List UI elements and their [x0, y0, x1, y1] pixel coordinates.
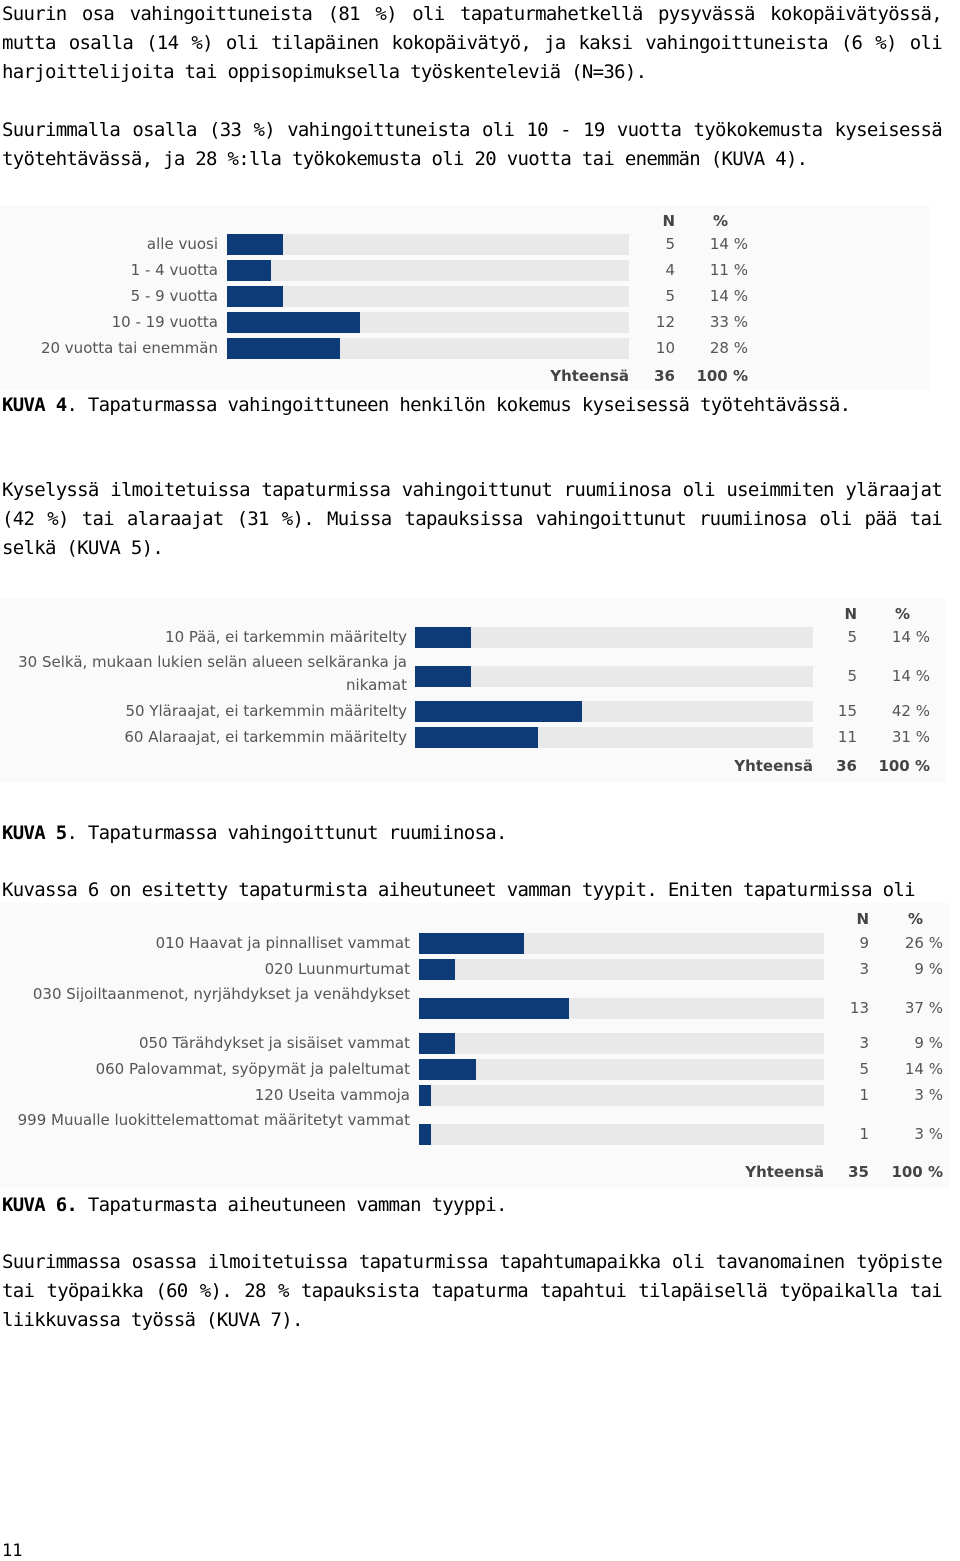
chart-kuva-4 — [0, 205, 930, 390]
column-header-n: N — [844, 605, 857, 623]
bar — [227, 286, 283, 307]
category-label: 050 Tärähdykset ja sisäiset vammat — [139, 1034, 410, 1052]
bar-track — [415, 627, 813, 648]
paragraph-experience: Suurimmalla osalla (33 %) vahingoittuneista oli 10 - 19 vuotta työkokemusta kyseisessä työtehtävässä, ja 28 %:lla työkokemusta oli 20 vuotta tai enemmän (KUVA 4). — [2, 119, 942, 170]
value-n: 5 — [847, 667, 857, 685]
category-label: 60 Alaraajat, ei tarkemmin määritelty — [124, 728, 407, 746]
value-pct: 14 % — [709, 235, 748, 253]
bar-track — [227, 260, 629, 281]
bar-track — [419, 1059, 824, 1080]
bar — [415, 627, 471, 648]
paragraph-employment: Suurin osa vahingoittuneista (81 %) oli tapaturmahetkellä pysyvässä kokopäivätyössä, mutta osalla (14 %) oli tilapäinen kokopäivätyö, ja kaksi vahingoittuneista (6 %) oli harjoittelijoita tai oppisopimuksella työskenteleviä (N=36). — [2, 3, 942, 83]
value-pct: 3 % — [914, 1125, 943, 1143]
value-pct: 3 % — [914, 1086, 943, 1104]
value-pct: 42 % — [891, 702, 930, 720]
bar — [419, 998, 569, 1019]
total-pct: 100 % — [891, 1163, 943, 1181]
page-number: 11 — [2, 1541, 23, 1561]
bar — [419, 959, 455, 980]
total-pct: 100 % — [696, 367, 748, 385]
bar — [415, 701, 582, 722]
total-n: 35 — [848, 1163, 869, 1181]
value-n: 10 — [655, 339, 675, 357]
caption-kuva-5 — [2, 819, 942, 848]
bar-track — [419, 933, 824, 954]
value-n: 4 — [665, 261, 675, 279]
value-n: 13 — [849, 999, 869, 1017]
bar-track — [415, 701, 813, 722]
paragraph-injury-types: Kuvassa 6 on esitetty tapaturmista aiheutuneet vamman tyypit. Eniten tapaturmissa oli — [2, 879, 915, 901]
value-n: 3 — [859, 960, 869, 978]
value-pct: 28 % — [709, 339, 748, 357]
column-header-n: N — [856, 910, 869, 928]
paragraph-location: Suurimmassa osassa ilmoitetuissa tapaturmissa tapahtumapaikka oli tavanomainen työpiste tai työpaikka (60 %). 28 % tapauksista tapaturma tapahtui tilapäisellä työpaikalla tai liikkuvassa työssä (KUVA 7). — [2, 1251, 942, 1331]
column-header-n: N — [662, 212, 675, 230]
value-n: 5 — [665, 287, 675, 305]
bar — [227, 234, 283, 255]
value-pct: 11 % — [709, 261, 748, 279]
category-label: 5 - 9 vuotta — [130, 287, 218, 305]
bar — [419, 1033, 455, 1054]
value-pct: 14 % — [891, 628, 930, 646]
value-n: 5 — [665, 235, 675, 253]
bar-track — [227, 338, 629, 359]
column-header-pct: % — [894, 605, 910, 623]
value-n: 1 — [859, 1125, 869, 1143]
category-label: 10 - 19 vuotta — [111, 313, 218, 331]
bar — [415, 727, 538, 748]
category-label: alle vuosi — [146, 235, 218, 253]
bar-track — [227, 286, 629, 307]
bar-track — [419, 998, 824, 1019]
caption-text: Tapaturmasta aiheutuneen vamman tyyppi. — [77, 1194, 507, 1216]
bar-track — [415, 666, 813, 687]
value-pct: 26 % — [904, 934, 943, 952]
bar — [419, 1059, 476, 1080]
total-n: 36 — [654, 367, 675, 385]
total-pct: 100 % — [878, 757, 930, 775]
bar — [227, 312, 360, 333]
category-label: 30 Selkä, mukaan lukien selän alueen selkäranka ja nikamat — [18, 653, 407, 694]
bar-track — [419, 1033, 824, 1054]
category-label: 10 Pää, ei tarkemmin määritelty — [165, 628, 407, 646]
value-pct: 37 % — [904, 999, 943, 1017]
category-label: 999 Muualle luokittelemattomat määritetyt vammat — [17, 1111, 410, 1129]
value-pct: 9 % — [914, 1034, 943, 1052]
bar — [419, 933, 524, 954]
value-pct: 33 % — [709, 313, 748, 331]
value-n: 3 — [859, 1034, 869, 1052]
caption-kuva-4 — [2, 391, 942, 420]
caption-label: KUVA 6. — [2, 1194, 78, 1216]
value-pct: 31 % — [891, 728, 930, 746]
total-label: Yhteensä — [550, 367, 629, 385]
total-label: Yhteensä — [734, 757, 813, 775]
bar — [415, 666, 471, 687]
category-label: 1 - 4 vuotta — [130, 261, 218, 279]
bar-track — [419, 1085, 824, 1106]
caption-text: . Tapaturmassa vahingoittuneen henkilön kokemus kyseisessä työtehtävässä. — [66, 394, 851, 416]
value-n: 9 — [859, 934, 869, 952]
bar — [419, 1124, 431, 1145]
caption-label: KUVA 4 — [2, 394, 67, 416]
value-n: 12 — [655, 313, 675, 331]
category-label: 010 Haavat ja pinnalliset vammat — [155, 934, 410, 952]
caption-label: KUVA 5 — [2, 822, 67, 844]
value-n: 5 — [847, 628, 857, 646]
value-pct: 9 % — [914, 960, 943, 978]
bar-track — [415, 727, 813, 748]
chart-kuva-6 — [0, 903, 950, 1188]
category-label: 020 Luunmurtumat — [264, 960, 410, 978]
bar — [227, 260, 271, 281]
bar-track — [419, 959, 824, 980]
column-header-pct: % — [907, 910, 923, 928]
chart-kuva-5 — [0, 598, 945, 783]
caption-kuva-6 — [2, 1191, 942, 1220]
value-n: 5 — [859, 1060, 869, 1078]
caption-text: . Tapaturmassa vahingoittunut ruumiinosa. — [66, 822, 507, 844]
bar — [227, 338, 340, 359]
bar-track — [419, 1124, 824, 1145]
total-n: 36 — [836, 757, 857, 775]
bar — [419, 1085, 431, 1106]
value-n: 1 — [859, 1086, 869, 1104]
bar-track — [227, 234, 629, 255]
value-pct: 14 % — [904, 1060, 943, 1078]
category-label: 030 Sijoiltaanmenot, nyrjähdykset ja venähdykset — [32, 985, 410, 1003]
value-n: 15 — [837, 702, 857, 720]
category-label: 060 Palovammat, syöpymät ja paleltumat — [95, 1060, 410, 1078]
value-pct: 14 % — [709, 287, 748, 305]
category-label: 50 Yläraajat, ei tarkemmin määritelty — [125, 702, 407, 720]
value-n: 11 — [837, 728, 857, 746]
value-pct: 14 % — [891, 667, 930, 685]
total-label: Yhteensä — [745, 1163, 824, 1181]
bar-track — [227, 312, 629, 333]
paragraph-body-part: Kyselyssä ilmoitetuissa tapaturmissa vahingoittunut ruumiinosa oli useimmiten yläraajat (42 %) tai alaraajat (31 %). Muissa tapauksissa vahingoittunut ruumiinosa oli pää tai selkä (KUVA 5). — [2, 479, 942, 559]
column-header-pct: % — [712, 212, 728, 230]
category-label: 20 vuotta tai enemmän — [40, 339, 218, 357]
category-label: 120 Useita vammoja — [254, 1086, 410, 1104]
